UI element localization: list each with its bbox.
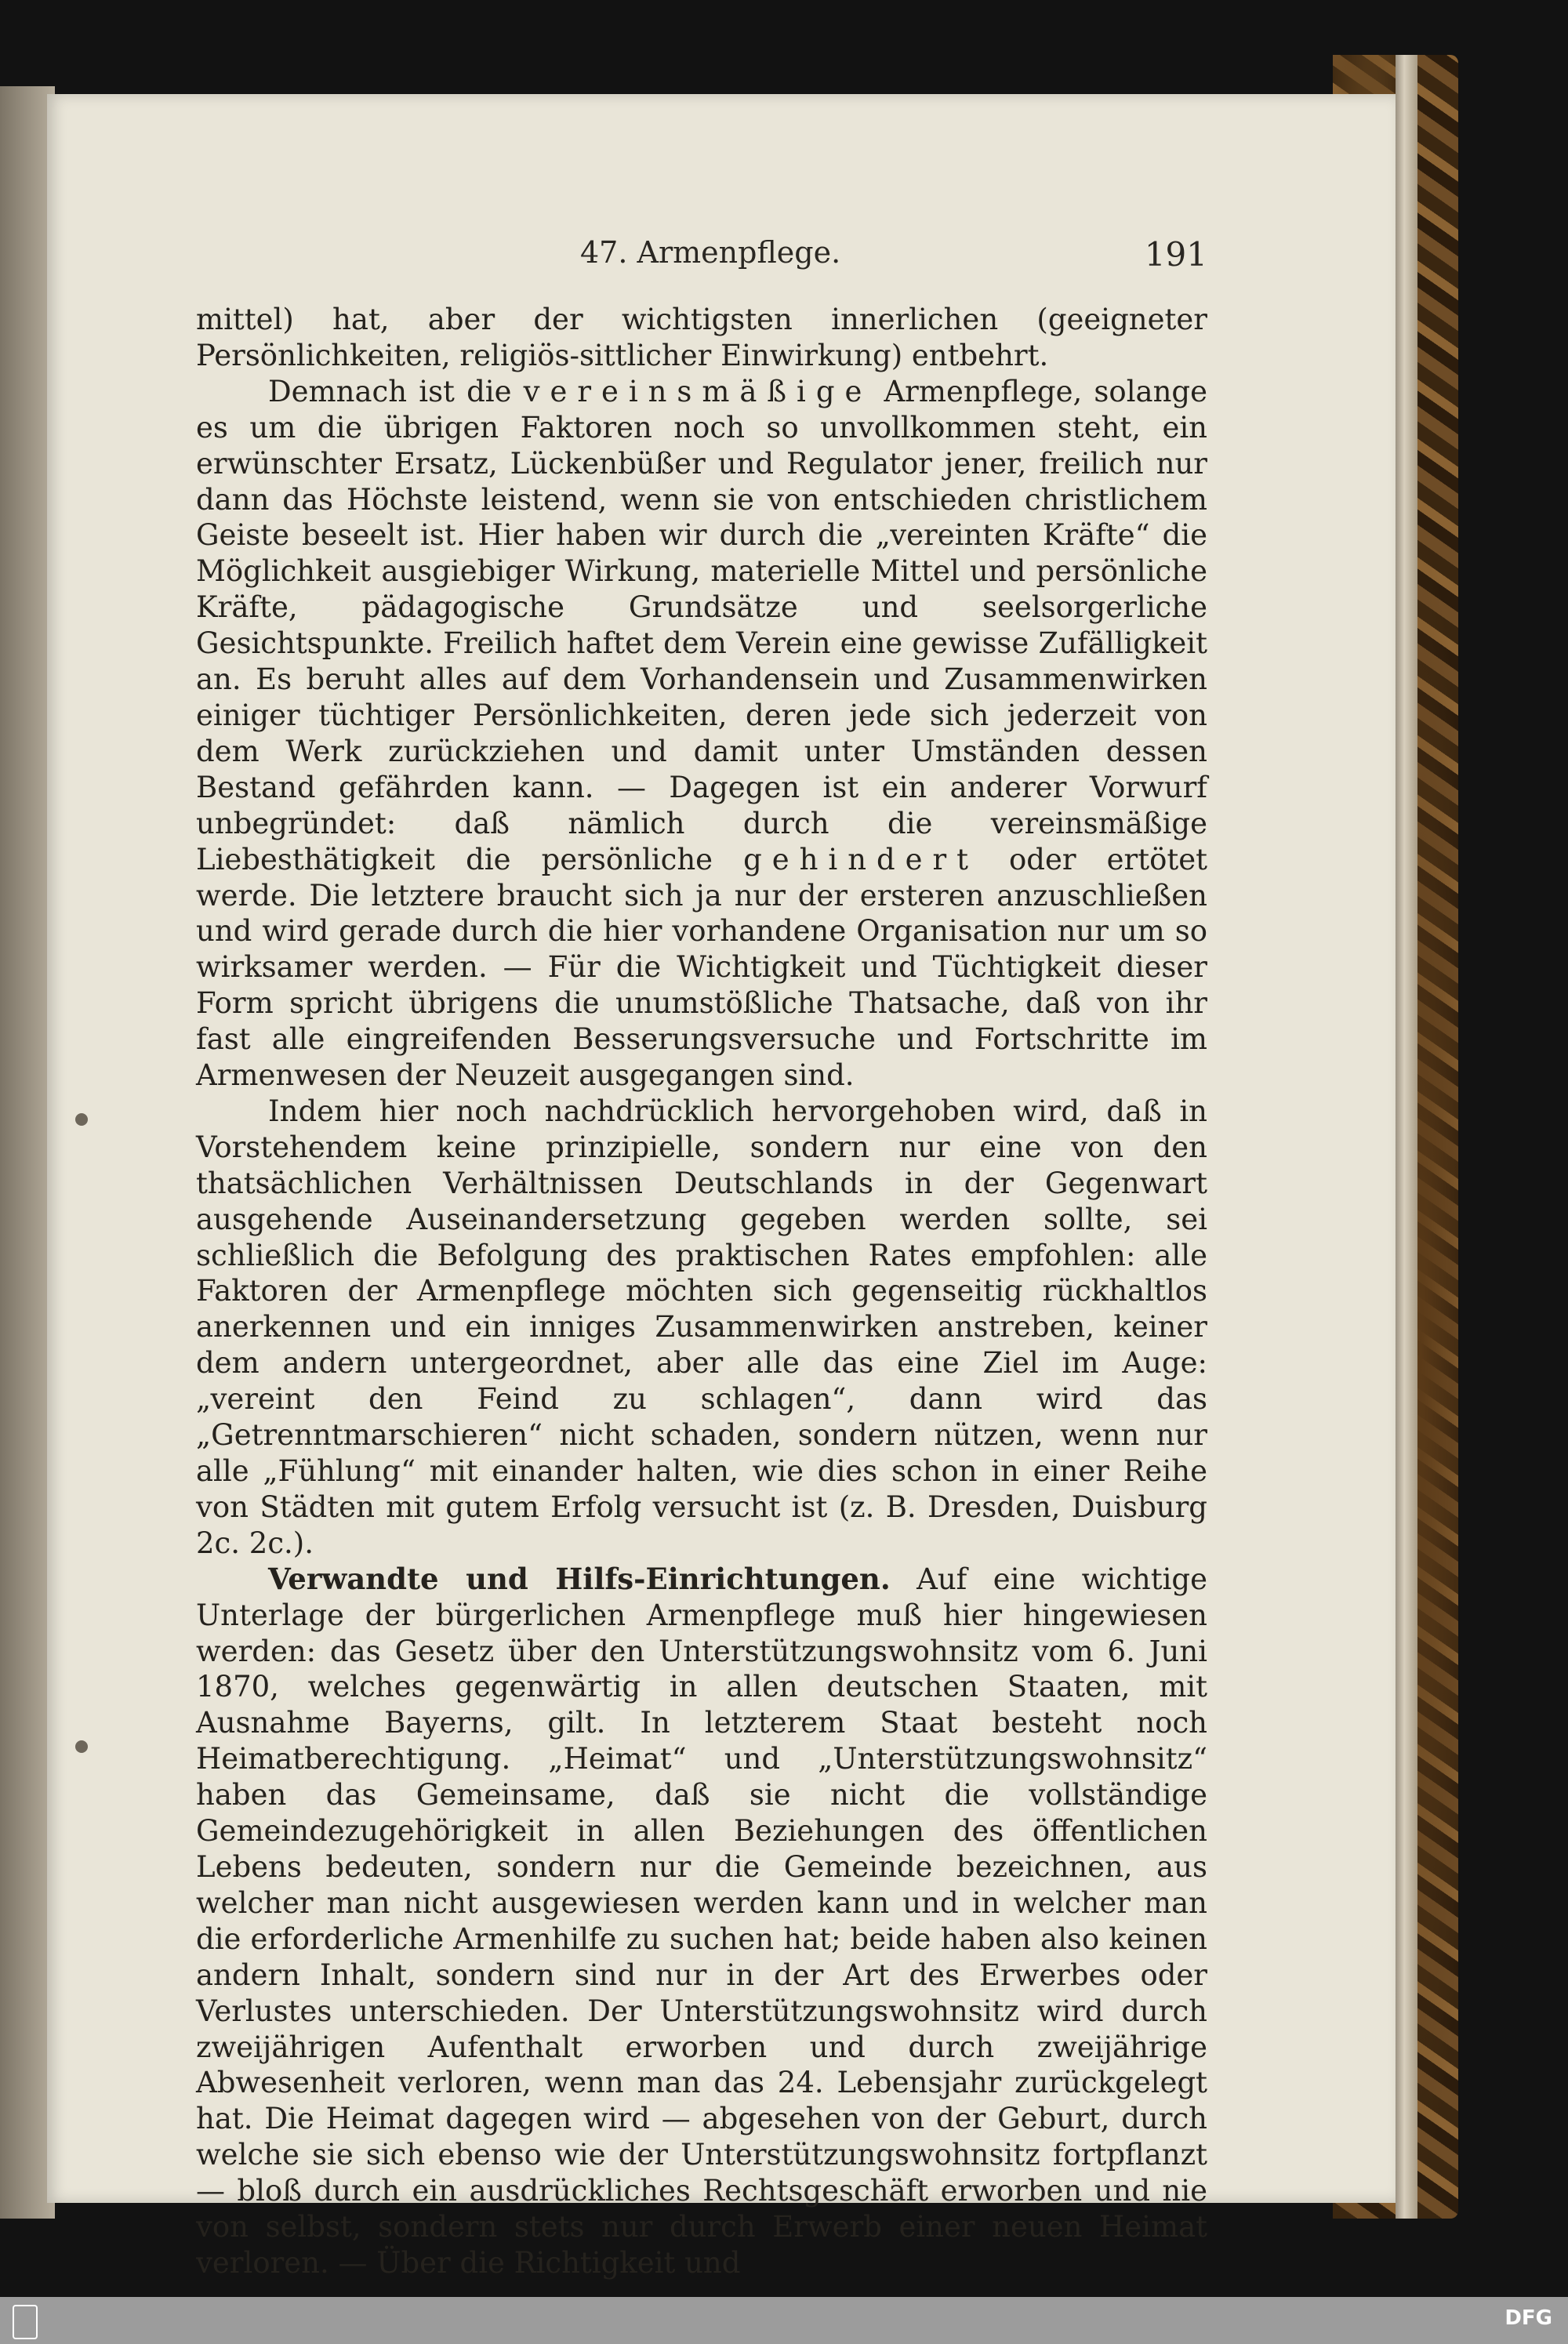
section-heading-verwandte: Verwandte und Hilfs-Einrichtungen. xyxy=(268,1561,891,1596)
paragraph-1 xyxy=(196,302,1207,374)
dfg-logo: DFG xyxy=(1504,2306,1552,2330)
spaced-term-gehindert: gehindert xyxy=(743,842,978,876)
paragraph-2-end: oder ertötet werde. Die letztere braucht sich ja nur der ersteren anzuschließen und wird gerade durch die hier vorhandene Organisation nur um so wirksamer werden. — Für die Wichtigkeit und Tüchtigkeit dieser Form spricht übrigens die unumstößliche Thatsache, daß von ihr fast alle eingreifenden Besserungsversuche und Fortschritte im Armenwesen der Neuzeit ausgegangen sind. xyxy=(196,842,1207,1093)
page-header xyxy=(196,235,1207,282)
library-logo-icon xyxy=(13,2305,38,2339)
page-stack-edge xyxy=(1396,55,1417,2219)
viewer-footer-bar xyxy=(0,2297,1568,2344)
paragraph-1-line-2: religiös-sittlicher Einwirkung) entbehrt. xyxy=(459,338,1049,372)
paragraph-1-line-1: mittel) hat, aber der wichtigsten innerlichen (geeigneter Persönlichkeiten, xyxy=(196,303,1207,372)
paragraph-2 xyxy=(196,374,1207,1094)
binding-hole xyxy=(75,1740,88,1753)
paragraph-4-text: Auf eine wichtige Unterlage der bürgerlichen Armenpflege muß hier hingewiesen werden: das Gesetz über den Unterstützungswohnsitz vom 6. Juni 1870, welches gegenwärtig in allen deutschen Staaten, mit Ausnahme Bayerns, gilt. In letzterem Staat besteht noch Heimatberechtigung. „Heimat“ und „Unterstützungswohnsitz“ haben das Gemeinsame, daß sie nicht die vollständige Gemeindezugehörigkeit in allen Beziehungen des öffentlichen Lebens bedeuten, sondern nur die Gemeinde bezeichnen, aus welcher man nicht ausgewiesen werden kann und in welcher man die erforderliche Armenhilfe zu suchen hat; beide haben also keinen andern Inhalt, sondern sind nur in der Art des Erwerbes oder Verlustes unterschieden. Der Unterstützungswohnsitz wird durch zweijährigen Aufenthalt erworben und durch zweijährige Abwesenheit verloren, wenn man das 24. Lebensjahr zurückgelegt hat. Die Heimat dagegen wird — abgesehen von der Geburt, durch welche sie sich ebenso wie der Unterstützungswohnsitz fortpflanzt — bloß durch ein ausdrückliches Rechtsgeschäft erworben und nie von selbst, sondern stets nur durch Erwerb einer neuen Heimat verloren. — Über die Richtigkeit und xyxy=(196,1562,1208,2280)
paragraph-2-start: Demnach ist die xyxy=(268,374,524,408)
spaced-term-vereinsmaessige: vereinsmäßige xyxy=(523,374,873,408)
paragraph-2-middle: Armenpflege, solange es um die übrigen Faktoren noch so unvollkommen steht, ein erwünschter Ersatz, Lückenbüßer und Regulator jener, freilich nur dann das Höchste leistend, wenn sie von entschieden christlichem Geiste beseelt ist. Hier haben wir durch die „vereinten Kräfte“ die Möglichkeit ausgiebiger Wirkung, materielle Mittel und persönliche Kräfte, pädagogische Grundsätze und seelsorgerliche Gesichtspunkte. Freilich haftet dem Verein eine gewisse Zufälligkeit an. Es beruht alles auf dem Vorhandensein und Zusammenwirken einiger tüchtiger Persönlichkeiten, deren jede sich jederzeit von dem Werk zurückziehen und damit unter Umständen dessen Bestand gefährden kann. — Dagegen ist ein anderer Vorwurf unbegründet: daß nämlich durch die vereinsmäßige Liebesthätigkeit die persönliche xyxy=(196,374,1207,876)
page-number: 191 xyxy=(1144,235,1207,274)
paragraph-4 xyxy=(196,1562,1207,2281)
running-title: 47. Armenpflege. xyxy=(580,235,841,270)
paragraph-3: Indem hier noch nachdrücklich hervorgehoben wird, daß in Vorstehendem keine prinzipielle, sondern nur eine von den thatsächlichen Verhältnissen Deutschlands in der Gegenwart ausgehende Auseinandersetzung gegeben werden sollte, sei schließlich die Befolgung des praktischen Rates empfohlen: alle Faktoren der Armenpflege möchten sich gegenseitig rückhaltlos anerkennen und ein inniges Zusammenwirken anstreben, keiner dem andern untergeordnet, aber alle das eine Ziel im Auge: „vereint den Feind zu schlagen“, dann wird das „Getrenntmarschieren“ nicht schaden, sondern nützen, wenn nur alle „Fühlung“ mit einander halten, wie dies schon in einer Reihe von Städten mit gutem Erfolg versucht ist (z. B. Dresden, Duisburg 2c. 2c.). xyxy=(196,1094,1207,1560)
binding-hole xyxy=(75,1113,88,1126)
body-text xyxy=(196,302,1207,2281)
